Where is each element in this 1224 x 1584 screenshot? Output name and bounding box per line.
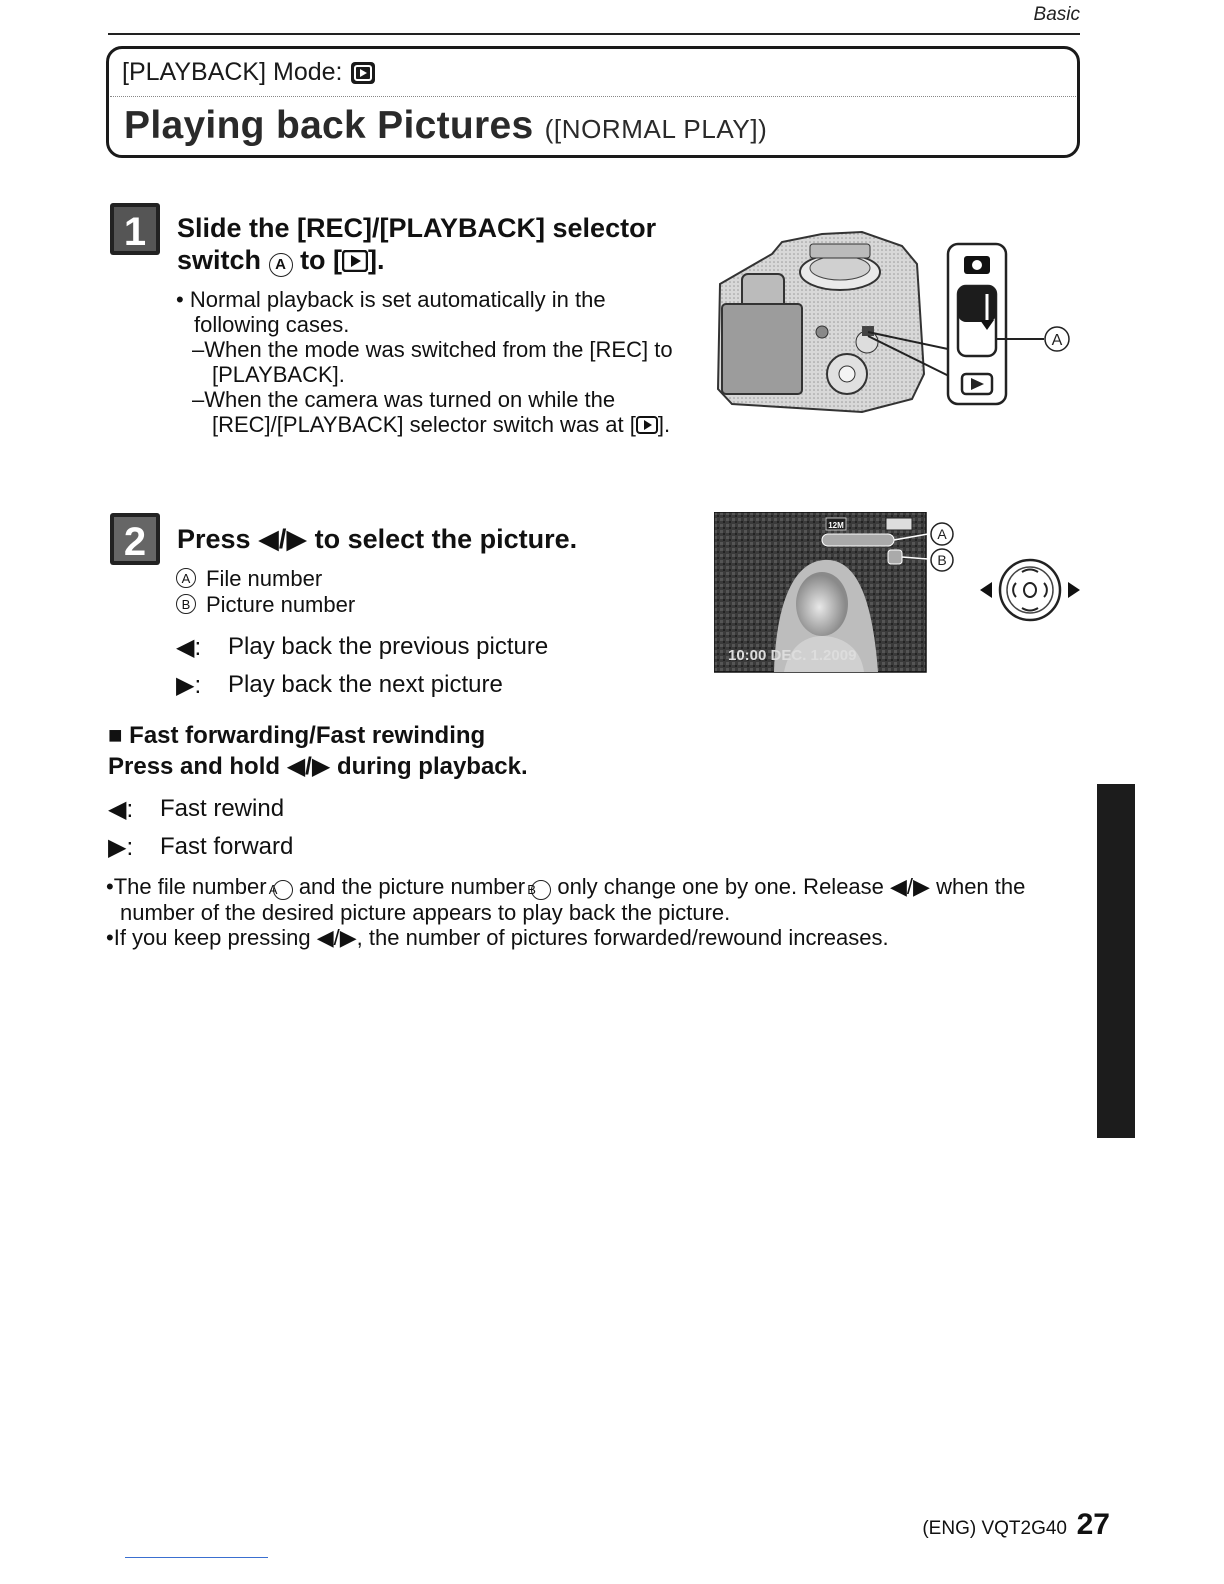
- step-1-badge: [110, 203, 160, 255]
- note-2: •If you keep pressing ◀/▶, the number of pictures forwarded/rewound increases.: [106, 924, 889, 950]
- fast-keys: [108, 790, 293, 866]
- marker-a: A: [176, 568, 196, 588]
- screen-date: 10:00 DEC. 1.2009: [728, 647, 857, 664]
- annotation-file-number: A File number: [176, 565, 355, 591]
- camera-illustration: [712, 224, 1084, 424]
- key-fast-forward: ▶: Fast forward: [108, 833, 294, 861]
- key-previous: ◀: Play back the previous picture: [176, 633, 549, 661]
- playback-screen-illustration: [714, 512, 964, 674]
- marker-b: B: [531, 880, 551, 900]
- step-1-heading-line1: Slide the [REC]/[PLAYBACK] selector: [177, 213, 657, 243]
- playback-mode-icon: [350, 61, 376, 85]
- page-title: [124, 104, 767, 148]
- dpad-icon: [978, 555, 1082, 625]
- step-2-number: 2: [123, 520, 147, 564]
- playback-icon: [636, 416, 658, 434]
- bottom-link-underline: [125, 1557, 268, 1558]
- step-1-bullet: • Normal playback is set automatically in the following cases.: [176, 287, 606, 337]
- annotation-picture-number: B Picture number: [176, 591, 355, 617]
- note-1: •The file number A and the picture number B only change one by one. Release ◀/▶ when the number of the desired picture appears to play back the picture.: [106, 874, 1026, 925]
- key-fast-rewind: ◀: Fast rewind: [108, 795, 285, 823]
- step-2-badge: [110, 513, 160, 565]
- step-1-case-1: –When the mode was switched from the [REC] to [PLAYBACK].: [192, 337, 673, 387]
- fast-forward-heading: ■ Fast forwarding/Fast rewinding: [108, 722, 486, 749]
- mode-line: [122, 58, 376, 87]
- key-next: ▶: Play back the next picture: [176, 671, 503, 699]
- screen-marker-b: B: [937, 552, 947, 568]
- playback-icon: [342, 250, 368, 272]
- step-1-heading: [177, 212, 697, 277]
- figure-marker-a: A: [1051, 332, 1063, 349]
- page-title-main: Playing back Pictures: [124, 104, 534, 147]
- step-2-annotations: [176, 565, 355, 617]
- section-label: Basic: [1033, 4, 1080, 25]
- step-1-case-2: –When the camera was turned on while the [REC]/[PLAYBACK] selector switch was at [ ].: [192, 387, 671, 437]
- page-title-suffix: ([NORMAL PLAY]): [544, 114, 768, 144]
- fast-forward-instruction: Press and hold ◀/▶ during playback.: [108, 753, 528, 780]
- fast-forward-section: [108, 720, 528, 782]
- marker-a: A: [269, 253, 293, 277]
- footer-code: (ENG) VQT2G40: [922, 1518, 1067, 1539]
- screen-marker-a: A: [937, 526, 947, 542]
- mode-label: [PLAYBACK] Mode:: [122, 58, 343, 86]
- marker-a: A: [273, 880, 293, 900]
- title-divider: [110, 96, 1076, 97]
- step-1-heading-line2: switch A to [ ].: [177, 245, 385, 275]
- step-1-details: [176, 287, 696, 437]
- marker-b: B: [176, 594, 196, 614]
- step-2-heading: Press ◀/▶ to select the picture.: [177, 524, 578, 554]
- chapter-tab: [1097, 784, 1135, 1138]
- fast-notes: [106, 874, 1086, 950]
- step-2-keys: [176, 628, 548, 704]
- screen-resolution-badge: 12M: [828, 521, 844, 530]
- step-1-number: 1: [123, 210, 147, 254]
- header-rule: [108, 33, 1080, 35]
- page-number: 27: [1076, 1508, 1110, 1541]
